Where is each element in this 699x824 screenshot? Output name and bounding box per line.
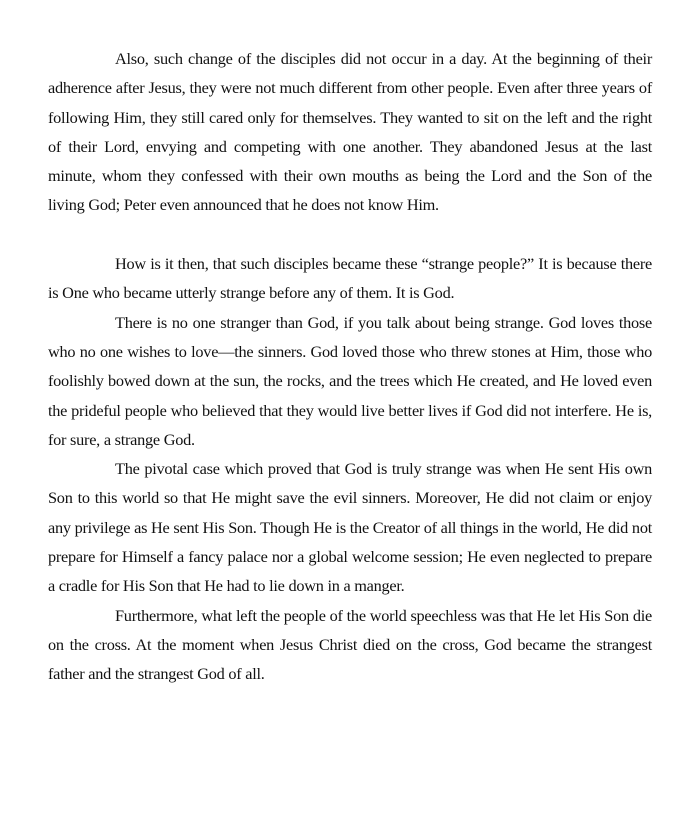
paragraph-pivotal-case: The pivotal case which proved that God is truly strange was when He sent His own Son to this world so that He might save the evil sinners. Moreover, He did not claim or enjoy any privilege as He sent His Son. Though He is the Creator of all things in the world, He did not prepare for Himself a fancy palace nor a global welcome session; He even neglected to prepare a cradle for His Son that He had to lie down in a manger.	[48, 459, 652, 596]
paragraph-stranger-than-god: There is no one stranger than God, if you talk about being strange. God loves those who no one wishes to love—the sinners. God loved those who threw stones at Him, those who foolishly bowed down at the sun, the rocks, and the trees which He created, and He loved even the prideful people who believed that they would live better lives if God did not interfere. He is, for sure, a strange God.	[48, 312, 652, 449]
paragraph-strange-people: How is it then, that such disciples became these “strange people?” It is because there is One who became utterly strange before any of them. It is God.	[48, 254, 652, 303]
paragraph-cross: Furthermore, what left the people of the world speechless was that He let His Son die on the cross. At the moment when Jesus Christ died on the cross, God became the strangest father and the strangest God of all.	[48, 605, 652, 684]
document-body	[48, 44, 652, 689]
paragraph-disciples-change: Also, such change of the disciples did not occur in a day. At the beginning of their adherence after Jesus, they were not much different from other people. Even after three years of following Him, they still cared only for themselves. They wanted to sit on the left and the right of their Lord, envying and competing with one another. They abandoned Jesus at the last minute, whom they confessed with their own mouths as being the Lord and the Son of the living God; Peter even announced that he does not know Him.	[48, 49, 652, 215]
